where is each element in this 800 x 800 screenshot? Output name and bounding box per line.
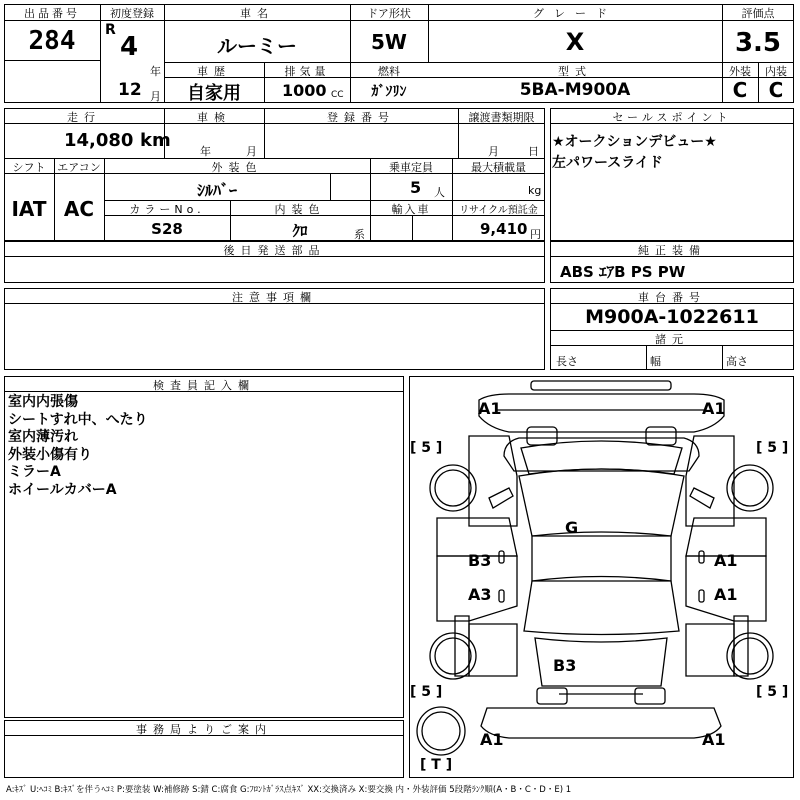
color-no: S28 [151, 220, 183, 238]
chassis-label: 車台番号 [638, 291, 706, 304]
fuel: ｶﾞｿﾘﾝ [371, 84, 407, 100]
mileage-unit: km [140, 130, 171, 151]
mark-left-front-door: B3 [468, 551, 492, 570]
sales-point-1: ★オークションデビュー★ [552, 134, 717, 150]
note-line: ホイールカバーA [8, 481, 117, 498]
mark-rear-right: A1 [702, 730, 726, 749]
grade: X [565, 28, 585, 56]
mark-left-rear-door: A3 [468, 585, 492, 604]
era: R [105, 22, 116, 38]
height-label: 高さ [726, 355, 748, 368]
ac-label: エアコン [57, 161, 101, 174]
transfer-month-unit: 月 [488, 145, 499, 158]
car-diagram-svg [409, 376, 794, 778]
inspection-label: 車検 [197, 111, 231, 124]
inspector-notes [8, 394, 148, 499]
note-line: 室内内張傷 [8, 394, 78, 410]
chassis-number: M900A-1022611 [585, 306, 759, 328]
mileage: 14,080 [64, 130, 134, 151]
model-label: 型式 [558, 65, 592, 78]
displacement-unit: CC [331, 90, 344, 100]
exterior-grade: C [732, 78, 748, 102]
int-color-label: 内装色 [274, 203, 326, 216]
interior-label: 内装 [765, 65, 787, 78]
mark-rear-left: A1 [480, 730, 504, 749]
recycle: 9,410 [480, 220, 528, 238]
displacement-label: 排気量 [284, 65, 330, 78]
transfer-label: 譲渡書類期限 [468, 111, 535, 124]
note-line: シートすれ中、へたり [8, 411, 148, 428]
ext-color-label: 外装色 [211, 161, 263, 174]
import-label: 輸入車 [391, 203, 431, 216]
mark-front-right: A1 [702, 399, 726, 418]
ac: AC [63, 197, 95, 221]
max-load-label: 最大積載量 [471, 161, 526, 174]
model: 5BA-M900A [519, 80, 631, 100]
sales-label: セールスポイント [612, 111, 732, 124]
score-label: 評価点 [741, 7, 775, 20]
max-load-unit: kg [528, 184, 542, 197]
displacement: 1000 [282, 81, 327, 100]
shift: IAT [11, 197, 47, 221]
lot-no-label: 出品番号 [24, 7, 80, 20]
interior-grade: C [768, 78, 784, 102]
recycle-label: リサイクル預託金 [459, 205, 538, 216]
mark-roof: G [565, 518, 579, 537]
recycle-unit: 円 [530, 228, 541, 241]
car-name-label: 車名 [240, 7, 274, 20]
legend: A:ｷｽﾞ U:ﾍｺﾐ B:ｷｽﾞを伴うﾍｺﾐ P:要塗装 W:補修跡 S:錆 C:腐食 G:ﾌﾛﾝﾄｶﾞﾗｽ点ｷｽﾞ XX:交換済み X:要交換 内・外装評価 5段階ﾗﾝｸ順(A・B・C・D・E) 1 [6, 785, 572, 795]
equipment: ABS ｴｱB PS PW [560, 263, 686, 281]
grade-label: グレード [533, 7, 617, 20]
sales-points-section [550, 108, 794, 241]
score: 3.5 [734, 28, 782, 58]
color-no-label: カラーNo. [129, 203, 205, 216]
office-label: 事務局よりご案内 [136, 723, 272, 736]
reg-month: 12 [118, 80, 142, 100]
note-line: 室内薄汚れ [8, 429, 78, 445]
mark-right-front-door: A1 [714, 551, 738, 570]
sales-point-2: 左パワースライド [552, 155, 663, 171]
car-name: ルーミー [217, 34, 297, 58]
history-label: 車歴 [197, 65, 231, 78]
mark-front-left: A1 [478, 399, 502, 418]
width-label: 幅 [650, 355, 661, 368]
capacity-unit: 人 [434, 186, 445, 199]
ext-color: ｼﾙﾊﾞｰ [196, 181, 237, 200]
year-unit: 年 [150, 65, 161, 78]
tire-rear-right: [ 5 ] [756, 684, 789, 700]
reg-year: 4 [120, 32, 139, 62]
transfer-day-unit: 日 [528, 145, 539, 158]
caution-label: 注意事項欄 [232, 291, 317, 304]
int-color: ｸﾛ [292, 222, 308, 240]
month-unit: 月 [150, 90, 161, 103]
history: 自家用 [187, 83, 241, 104]
shift-label: シフト [12, 161, 46, 174]
mark-right-rear-door: A1 [714, 585, 738, 604]
mileage-label: 走行 [67, 111, 101, 124]
capacity-label: 乗車定員 [389, 161, 433, 174]
tire-front-right: [ 5 ] [756, 440, 789, 456]
note-line: ミラーA [8, 464, 61, 480]
length-label: 長さ [556, 355, 578, 368]
lot-no: 284 [28, 26, 76, 56]
int-color-unit: 系 [354, 228, 365, 241]
reg-no-label: 登録番号 [327, 111, 395, 124]
later-parts-label: 後日発送部品 [223, 244, 326, 257]
exterior-label: 外装 [729, 65, 751, 78]
inspector-label: 検査員記入欄 [153, 379, 255, 392]
tire-front-left: [ 5 ] [410, 440, 443, 456]
door: 5W [371, 30, 407, 54]
tire-spare: [ T ] [420, 757, 453, 773]
door-label: ドア形状 [367, 7, 411, 20]
equip-label: 純正装備 [638, 244, 706, 257]
first-reg-label: 初度登録 [110, 7, 154, 20]
mark-rear-glass: B3 [553, 656, 577, 675]
inspection-year-unit: 年 [200, 145, 211, 158]
note-line: 外装小傷有り [8, 446, 92, 463]
fuel-label: 燃料 [378, 65, 400, 78]
inspection-month-unit: 月 [246, 145, 257, 158]
capacity: 5 [410, 178, 422, 197]
tire-rear-left: [ 5 ] [410, 684, 443, 700]
dims-label: 諸元 [655, 333, 689, 346]
